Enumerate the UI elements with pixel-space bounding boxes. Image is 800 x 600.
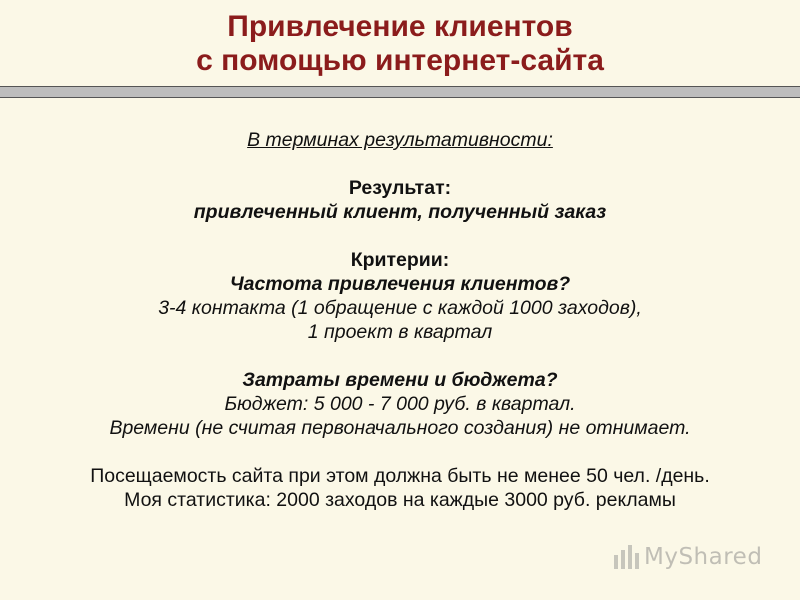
myshared-logo-icon [612, 543, 640, 571]
answer-costs-2: Времени (не считая первоначального создания) не отнимает. [109, 417, 691, 439]
title-line-2: с помощью интернет-сайта [196, 44, 604, 77]
result-heading: Результат: [348, 177, 452, 199]
title-divider [0, 86, 800, 98]
question-frequency: Частота привлечения клиентов? [229, 273, 571, 295]
title-line-1: Привлечение клиентов [227, 10, 573, 43]
result-text: привлеченный клиент, полученный заказ [193, 201, 607, 223]
watermark [612, 542, 762, 572]
footer-traffic: Посещаемость сайта при этом должна быть не менее 50 чел. /день. [90, 465, 710, 487]
footer-statistics: Моя статистика: 2000 заходов на каждые 3000 руб. рекламы [124, 489, 676, 511]
answer-frequency-1: 3-4 контакта (1 обращение с каждой 1000 заходов), [158, 297, 642, 319]
question-costs: Затраты времени и бюджета? [242, 369, 558, 391]
criteria-heading: Критерии: [350, 249, 450, 271]
answer-costs-1: Бюджет: 5 000 - 7 000 руб. в квартал. [224, 393, 576, 415]
watermark-text: MyShared [644, 544, 763, 570]
page-title [0, 10, 800, 78]
answer-frequency-2: 1 проект в квартал [307, 321, 493, 343]
slide-content [0, 128, 800, 512]
intro-text: В терминах результативности: [247, 129, 553, 151]
